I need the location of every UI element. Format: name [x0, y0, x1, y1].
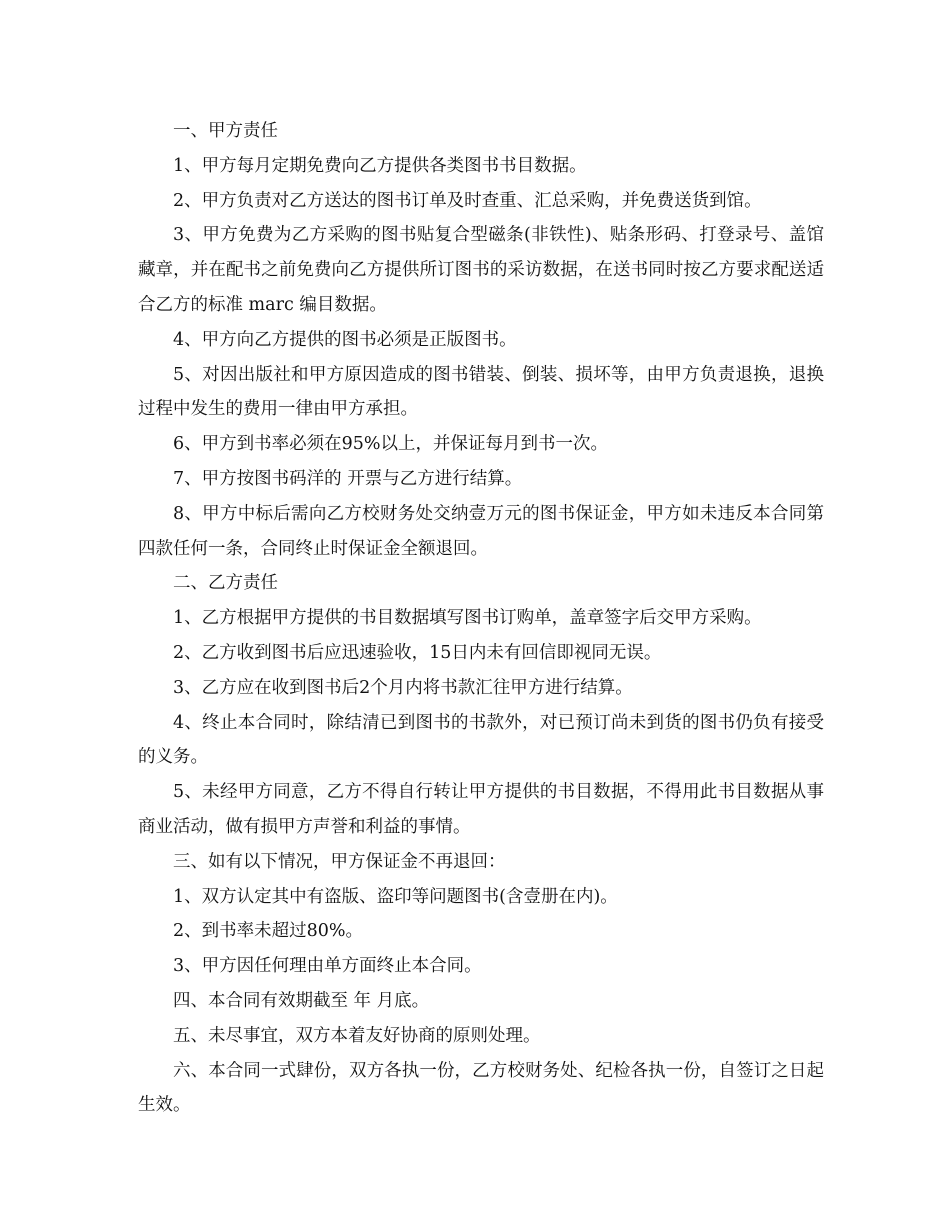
clause-b-3: 3、乙方应在收到图书后2个月内将书款汇往甲方进行结算。 — [173, 677, 633, 698]
clause-a-7: 7、甲方按图书码洋的 开票与乙方进行结算。 — [173, 468, 523, 489]
clause-a-3: 3、甲方免费为乙方采购的图书贴复合型磁条(非铁性)、贴条形码、打登录号、盖馆藏章，并在配书之前免费向乙方提供所订图书的采访数据，在送书同时按乙方要求配送适合乙方的标准 marc 编目数据。 — [138, 225, 824, 315]
clause-c-3: 3、甲方因任何理由单方面终止本合同。 — [173, 956, 482, 977]
clause-b-5: 5、未经甲方同意，乙方不得自行转让甲方提供的书目数据，不得用此书目数据从事商业活动，做有损甲方声誉和利益的事情。 — [138, 782, 824, 837]
clause-a-5: 5、对因出版社和甲方原因造成的图书错装、倒装、损坏等，由甲方负责退换，退换过程中发生的费用一律由甲方承担。 — [138, 364, 824, 420]
section-heading-party-b: 二、乙方责任 — [173, 573, 278, 594]
section-copies: 六、本合同一式肆份，双方各执一份，乙方校财务处、纪检各执一份，自签订之日起生效。 — [138, 1060, 824, 1116]
document-body — [138, 114, 824, 1123]
clause-b-4: 4、终止本合同时，除结清已到图书的书款外，对已预订尚未到货的图书仍负有接受的义务。 — [138, 712, 824, 768]
section-heading-deposit: 三、如有以下情况，甲方保证金不再退回： — [173, 851, 506, 872]
clause-a-6: 6、甲方到书率必须在95%以上，并保证每月到书一次。 — [173, 434, 609, 455]
section-unresolved-matters: 五、未尽事宜，双方本着友好协商的原则处理。 — [173, 1025, 541, 1046]
section-validity: 四、本合同有效期截至 年 月底。 — [173, 990, 430, 1011]
clause-a-2: 2、甲方负责对乙方送达的图书订单及时查重、汇总采购，并免费送货到馆。 — [173, 190, 762, 211]
clause-c-1: 1、双方认定其中有盗版、盗印等问题图书(含壹册在内)。 — [173, 886, 618, 907]
section-heading-party-a: 一、甲方责任 — [173, 121, 278, 141]
clause-a-4: 4、甲方向乙方提供的图书必须是正版图书。 — [173, 329, 517, 350]
clause-a-1: 1、甲方每月定期免费向乙方提供各类图书书目数据。 — [173, 155, 587, 176]
clause-c-2: 2、到书率未超过80%。 — [173, 921, 364, 942]
clause-b-2: 2、乙方收到图书后应迅速验收，15日内未有回信即视同无误。 — [173, 642, 662, 663]
clause-b-1: 1、乙方根据甲方提供的书目数据填写图书订购单，盖章签字后交甲方采购。 — [173, 608, 762, 629]
clause-a-8: 8、甲方中标后需向乙方校财务处交纳壹万元的图书保证金，甲方如未违反本合同第四款任何一条，合同终止时保证金全额退回。 — [138, 503, 824, 559]
